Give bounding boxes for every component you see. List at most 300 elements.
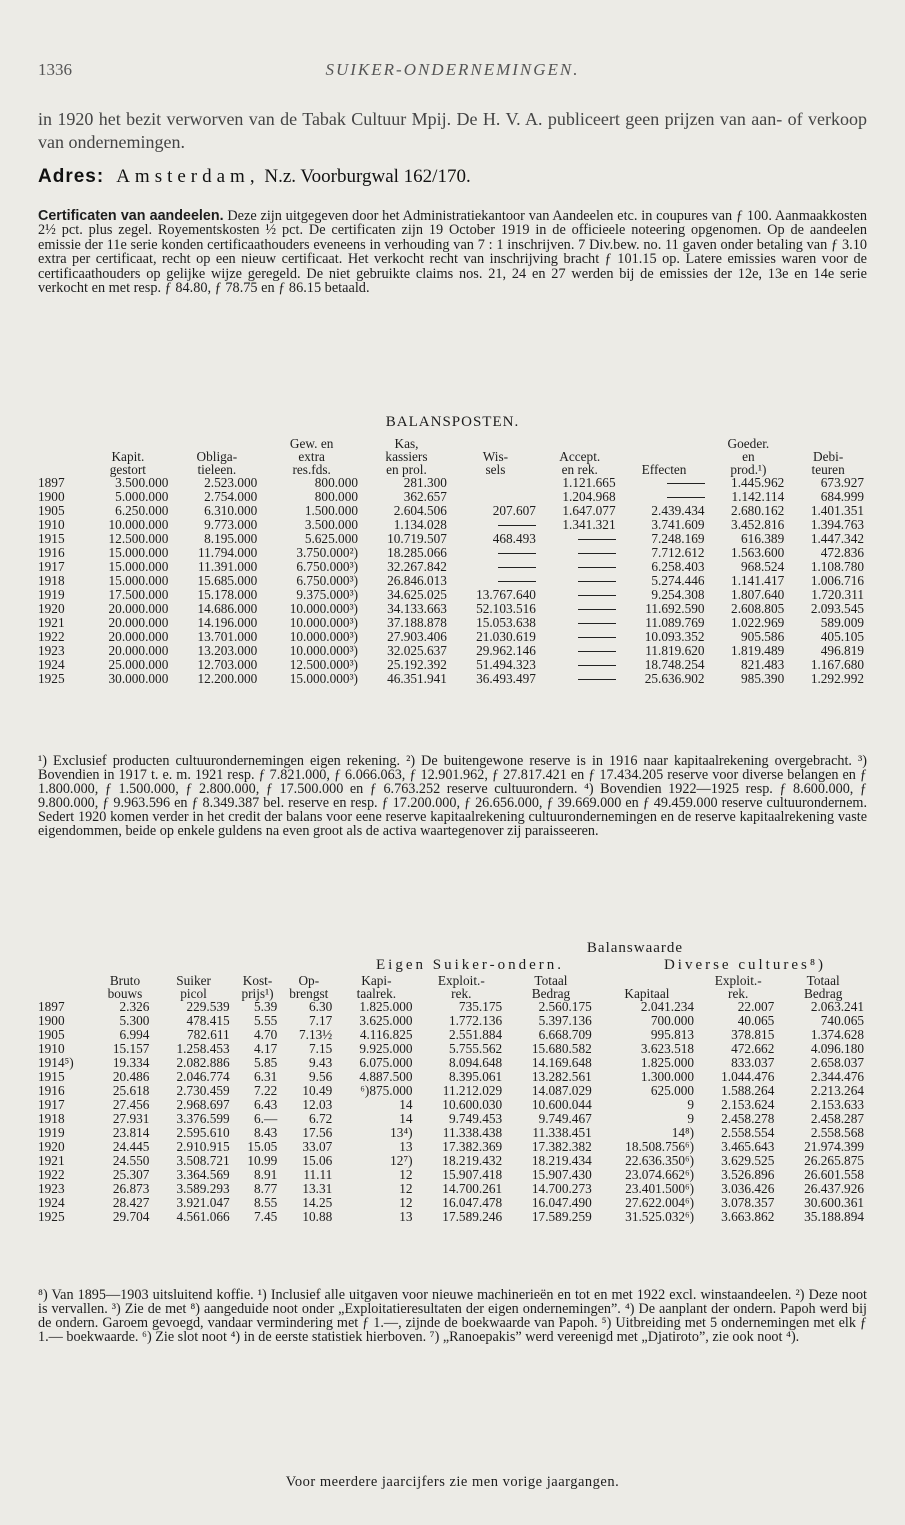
row-year: 1923 <box>38 1181 65 1196</box>
table-cell: 5.625.000 <box>304 531 358 546</box>
table-cell: 472.662 <box>731 1041 775 1056</box>
table-cell: 17.382.369 <box>442 1139 503 1154</box>
table-cell: 14⁸) <box>671 1125 695 1140</box>
table-cell: 8.395.061 <box>448 1069 503 1084</box>
table-cell: 37.188.878 <box>387 615 447 630</box>
table-cell: 15.000.000³) <box>289 671 358 686</box>
row-year: 1925 <box>38 1209 65 1224</box>
balance-column-header: kassiers <box>385 449 428 464</box>
row-year: 1925 <box>38 671 65 686</box>
table-row <box>38 644 868 658</box>
table-cell: 28.427 <box>112 1195 150 1210</box>
production-column-header: Kost- <box>242 973 273 988</box>
row-year: 1917 <box>38 1097 65 1112</box>
table-cell: 3.629.525 <box>721 1153 775 1168</box>
dash-rule <box>667 497 705 498</box>
table-cell: 478.415 <box>186 1013 230 1028</box>
table-row <box>38 504 868 518</box>
table-cell: 11.692.590 <box>645 601 705 616</box>
table-cell: 7.712.612 <box>651 545 705 560</box>
table-cell: 11.212.029 <box>442 1083 503 1098</box>
table-cell: 15.157 <box>112 1041 150 1056</box>
table-cell: 21.030.619 <box>476 629 536 644</box>
table-cell: 18.285.066 <box>387 545 447 560</box>
table-cell: 625.000 <box>650 1083 695 1098</box>
table-cell: 33.07 <box>302 1139 333 1154</box>
table-cell: 2.458.278 <box>721 1111 775 1126</box>
table-cell: 4.116.825 <box>359 1027 413 1042</box>
table-cell: 9.749.453 <box>448 1111 503 1126</box>
row-year: 1900 <box>38 1013 65 1028</box>
table-cell: 6.— <box>254 1111 278 1126</box>
table-cell: 14.700.261 <box>442 1181 503 1196</box>
balance-column-header: en <box>742 449 755 464</box>
table-row <box>38 1112 868 1126</box>
table-cell: 6.075.000 <box>359 1055 413 1070</box>
table-cell: 31.525.032⁶) <box>625 1209 695 1224</box>
table-cell: 24.550 <box>112 1153 150 1168</box>
row-year: 1918 <box>38 1111 65 1126</box>
table-cell: 1.401.351 <box>810 503 864 518</box>
row-year: 1924 <box>38 1195 65 1210</box>
balance-column-header: sels <box>485 462 506 477</box>
table-cell: 11.089.769 <box>645 615 705 630</box>
table-cell: 18.748.254 <box>644 657 705 672</box>
row-year: 1900 <box>38 489 65 504</box>
balance-column-header: Kapit. <box>111 449 145 464</box>
table-cell: 35.188.894 <box>804 1209 864 1224</box>
table-cell: 29.704 <box>112 1209 150 1224</box>
table-cell: 4.096.180 <box>810 1041 864 1056</box>
table-cell: 20.000.000 <box>108 615 169 630</box>
table-cell: 10.093.352 <box>644 629 705 644</box>
production-column-header: Bedrag <box>531 986 571 1001</box>
balance-header-spacer <box>38 450 83 463</box>
production-column-header: rek. <box>728 986 749 1001</box>
table-cell: 8.77 <box>254 1181 278 1196</box>
production-column-header: picol <box>180 986 207 1001</box>
table-cell: 5.39 <box>254 999 278 1014</box>
table-cell: 13.31 <box>302 1181 333 1196</box>
table-cell: 30.600.361 <box>804 1195 864 1210</box>
table-cell: 17.500.000 <box>108 587 169 602</box>
table-cell: 13 <box>399 1139 413 1154</box>
table-cell: 6.250.000 <box>115 503 169 518</box>
table-cell <box>540 560 620 574</box>
table-cell: 2.658.037 <box>810 1055 864 1070</box>
table-cell: 15.685.000 <box>197 573 258 588</box>
balance-column-header: en rek. <box>561 462 598 477</box>
row-year: 1919 <box>38 1125 65 1140</box>
table-cell: 14.087.029 <box>531 1083 592 1098</box>
table-cell: 17.589.259 <box>531 1209 592 1224</box>
table-cell: 2.344.476 <box>810 1069 864 1084</box>
row-year: 1919 <box>38 587 65 602</box>
row-year: 1921 <box>38 1153 65 1168</box>
row-year: 1897 <box>38 475 65 490</box>
production-title: Balanswaarde <box>586 940 684 956</box>
table-cell: 740.065 <box>820 1013 864 1028</box>
table-cell: 2.082.886 <box>176 1055 230 1070</box>
table-row <box>38 532 868 546</box>
table-row <box>38 1014 868 1028</box>
table-cell <box>451 476 540 490</box>
table-cell: 14.686.000 <box>197 601 258 616</box>
production-column-header: brengst <box>289 986 329 1001</box>
table-cell <box>540 588 620 602</box>
table-cell: 6.30 <box>308 999 333 1014</box>
address-label: Adres: <box>38 166 105 187</box>
table-cell <box>540 532 620 546</box>
table-cell: 800.000 <box>314 489 358 504</box>
balance-column-header: teuren <box>811 462 845 477</box>
table-cell: 2.730.459 <box>176 1083 230 1098</box>
table-cell: 3.364.569 <box>176 1167 230 1182</box>
table-cell: 7.248.169 <box>651 531 705 546</box>
table-cell: 1.044.476 <box>721 1069 775 1084</box>
table-cell: 5.274.446 <box>651 573 705 588</box>
row-year: 1924 <box>38 657 65 672</box>
balance-notes-text: ¹) Exclusief producten cultuurondernemingen eigen rekening. ²) De buitengewone reserve is in 1916 naar kapitaalrekening overgebracht. ³) Bovendien in 1917 t. e. m. 1921 resp. ƒ 7.821.000, ƒ 6.066.063, ƒ 12.901.962, ƒ 27.817.421 en ƒ 17.434.205 reserve voor diverse belangen en ƒ 1.800.000, ƒ 1.500.000, ƒ 2.800.000, ƒ 17.500.000 en ƒ 6.763.252 reserve cultuurondern. ⁴) Bovendien 1922—1925 resp. ƒ 8.600.000, ƒ 9.800.000, ƒ 9.963.596 en ƒ 8.349.387 bel. reserve en resp. ƒ 17.200.000, ƒ 26.656.000, ƒ 39.669.000 en ƒ 49.459.000 reserve cultuurondernem. Sedert 1920 komen verder in het credit der balans voor eene reserve kapitaalrekening cultuurondernemingen en de reserve kapitaalrekening vaste eigendommen, beide op enkele guldens na even groot als de activa waartegenover zij paraisseeren. <box>38 753 867 839</box>
table-cell: 26.873 <box>112 1181 150 1196</box>
balance-title: BALANSPOSTEN. <box>385 414 520 430</box>
table-cell <box>620 476 709 490</box>
table-cell: 3.036.426 <box>721 1181 775 1196</box>
table-cell: 8.195.000 <box>204 531 258 546</box>
table-cell: 20.000.000 <box>108 601 169 616</box>
dash-rule <box>578 679 616 680</box>
table-cell: 9.925.000 <box>359 1041 413 1056</box>
table-cell: 34.133.663 <box>387 601 447 616</box>
balance-column-header: Wis- <box>482 449 509 464</box>
table-cell: 18.219.432 <box>442 1153 503 1168</box>
table-cell: 15.000.000 <box>108 559 169 574</box>
table-cell: 12.500.000³) <box>289 657 358 672</box>
row-year: 1917 <box>38 559 65 574</box>
table-cell: 496.819 <box>820 643 864 658</box>
balance-column-header: Obliga- <box>196 449 238 464</box>
dash-rule <box>498 525 536 526</box>
table-cell: 13.701.000 <box>197 629 258 644</box>
table-row <box>38 1070 868 1084</box>
table-cell <box>540 644 620 658</box>
table-cell: 18.219.434 <box>531 1153 592 1168</box>
table-cell: 2.968.697 <box>176 1097 230 1112</box>
table-cell: 5.397.136 <box>538 1013 592 1028</box>
table-cell: 14.25 <box>302 1195 333 1210</box>
table-cell: 1.772.136 <box>448 1013 503 1028</box>
table-row <box>38 1210 868 1224</box>
row-year: 1920 <box>38 601 65 616</box>
table-cell: 2.754.000 <box>204 489 258 504</box>
production-column-header: bouws <box>107 986 143 1001</box>
table-cell: 34.625.025 <box>387 587 447 602</box>
production-group-other: Diverse cultures⁸) <box>663 957 827 973</box>
table-cell: 12.703.000 <box>197 657 258 672</box>
table-cell <box>540 672 620 686</box>
table-cell: 8.094.648 <box>448 1055 503 1070</box>
table-cell: 2.604.506 <box>393 503 447 518</box>
table-cell: 2.046.774 <box>176 1069 230 1084</box>
table-cell: 3.921.047 <box>176 1195 230 1210</box>
table-cell: 25.192.392 <box>387 657 447 672</box>
table-cell: 14.196.000 <box>197 615 258 630</box>
table-cell: 735.175 <box>458 999 503 1014</box>
production-column-header: Suiker <box>176 973 211 988</box>
table-cell: 6.31 <box>254 1069 278 1084</box>
table-row <box>38 1042 868 1056</box>
table-cell: 6.750.000³) <box>296 559 358 574</box>
table-cell <box>540 658 620 672</box>
table-cell: 8.55 <box>254 1195 278 1210</box>
row-year: 1897 <box>38 999 65 1014</box>
table-cell: 13.282.561 <box>531 1069 592 1084</box>
table-cell: 4.561.066 <box>176 1209 230 1224</box>
table-cell: 2.041.234 <box>640 999 695 1014</box>
table-cell: 18.508.756⁶) <box>625 1139 695 1154</box>
table-cell: 10.000.000³) <box>289 615 358 630</box>
dash-rule <box>578 651 616 652</box>
table-cell: 11.338.451 <box>532 1125 592 1140</box>
production-notes-text: ⁸) Van 1895—1903 uitsluitend koffie. ¹) Inclusief alle uitgaven voor nieuwe machinerieën en tot en met 1922 excl. winstaandeelen. ²) Deze noot is vervallen. ³) Zie de met ⁸) aangeduide noot onder „Exploitatieresultaten der eigen ondernemingen”. ⁴) De aanplant der ondern. Papoh werd bij de ondern. Garoem gevoegd, vandaar vermindering met ƒ 1.—, zijnde de boekwaarde van Papoh. ⁵) Uitbreiding met 5 ondernemingen met elk ƒ 1.— boekwaarde. ⁶) Zie slot noot ⁴) in de eerste statistiek hierboven. ⁷) „Ranoepakis” werd vereenigd met „Djatiroto”, zie ook noot ⁴). <box>38 1287 867 1345</box>
table-cell: 13.203.000 <box>197 643 258 658</box>
table-row <box>38 560 868 574</box>
table-cell: 22.007 <box>737 999 775 1014</box>
table-cell: 1.341.321 <box>562 517 616 532</box>
table-row <box>38 1126 868 1140</box>
balance-column-header: Effecten <box>641 462 687 477</box>
balance-column-header: Gew. en <box>289 436 334 451</box>
dash-rule <box>578 637 616 638</box>
table-cell: 5.300 <box>119 1013 150 1028</box>
table-cell: 4.17 <box>254 1041 278 1056</box>
table-row <box>38 630 868 644</box>
table-cell: 7.17 <box>308 1013 333 1028</box>
table-cell: 1.394.763 <box>810 517 864 532</box>
table-cell: 14 <box>399 1097 413 1112</box>
balance-column-header: Debi- <box>812 449 844 464</box>
table-cell: 2.680.162 <box>731 503 785 518</box>
table-cell: 2.560.175 <box>538 999 592 1014</box>
dash-rule <box>667 483 705 484</box>
table-cell: 3.452.816 <box>731 517 785 532</box>
table-cell: 1.819.489 <box>731 643 785 658</box>
table-row <box>38 546 868 560</box>
dash-rule <box>578 623 616 624</box>
table-cell: 12.03 <box>302 1097 333 1112</box>
table-cell: 27.456 <box>112 1097 150 1112</box>
table-cell: 15.907.430 <box>531 1167 592 1182</box>
table-cell: 3.750.000²) <box>296 545 358 560</box>
table-cell: 1.445.962 <box>731 475 785 490</box>
table-cell: 9.56 <box>308 1069 333 1084</box>
dash-rule <box>578 553 616 554</box>
table-cell: 7.13½ <box>299 1027 333 1042</box>
table-cell: 20.000.000 <box>108 629 169 644</box>
dash-rule <box>498 567 536 568</box>
table-cell: 800.000 <box>314 475 358 490</box>
balance-column-header: tieleen. <box>197 462 237 477</box>
table-cell: 6.310.000 <box>204 503 258 518</box>
table-cell: 27.903.406 <box>387 629 447 644</box>
table-cell: 3.623.518 <box>640 1041 695 1056</box>
production-column-header: Bedrag <box>803 986 843 1001</box>
running-head <box>38 60 867 82</box>
table-cell: 15.178.000 <box>197 587 258 602</box>
table-cell: 17.56 <box>302 1125 333 1140</box>
table-cell: 3.500.000 <box>304 517 358 532</box>
table-cell: 995.813 <box>650 1027 695 1042</box>
address-line <box>38 166 867 188</box>
table-cell: 673.927 <box>820 475 864 490</box>
production-group-own: Eigen Suiker-ondern. <box>376 957 564 973</box>
table-row <box>38 602 868 616</box>
table-cell: 10.000.000³) <box>289 643 358 658</box>
table-cell: 833.037 <box>731 1055 775 1070</box>
table-cell: 229.539 <box>186 999 230 1014</box>
page-number: 1336 <box>38 60 72 79</box>
table-cell: 10.000.000³) <box>289 601 358 616</box>
table-row <box>38 490 868 504</box>
table-cell: 13 <box>399 1209 413 1224</box>
table-cell: 2.153.633 <box>810 1097 864 1112</box>
row-year: 1915 <box>38 1069 65 1084</box>
table-cell: 684.999 <box>820 489 864 504</box>
balance-column-header: Kas, <box>394 436 419 451</box>
row-year: 1905 <box>38 503 65 518</box>
table-cell: 1.720.311 <box>811 587 864 602</box>
table-cell: 32.267.842 <box>387 559 447 574</box>
table-cell <box>540 630 620 644</box>
address-street: N.z. Voorburgwal 162/170. <box>264 166 471 187</box>
table-cell: 5.55 <box>254 1013 278 1028</box>
table-cell: 15.907.418 <box>442 1167 503 1182</box>
table-cell: 700.000 <box>650 1013 695 1028</box>
table-cell: 3.376.599 <box>176 1111 230 1126</box>
table-cell: 3.741.609 <box>651 517 705 532</box>
table-cell <box>451 546 540 560</box>
production-column-header: Bruto <box>109 973 141 988</box>
table-cell: 9.375.000³) <box>296 587 358 602</box>
table-cell: 26.265.875 <box>804 1153 864 1168</box>
table-row <box>38 658 868 672</box>
table-cell: 13⁴) <box>390 1125 413 1140</box>
dash-rule <box>578 665 616 666</box>
table-cell: 23.814 <box>112 1125 150 1140</box>
table-row <box>38 1098 868 1112</box>
table-cell: 1.374.628 <box>810 1027 864 1042</box>
table-cell: 29.962.146 <box>476 643 536 658</box>
table-cell: 1.300.000 <box>640 1069 695 1084</box>
table-cell: 2.063.241 <box>810 999 864 1014</box>
address-city: Amsterdam, <box>116 166 260 187</box>
balance-column-header: Goeder. <box>727 436 770 451</box>
production-column-header: Kapitaal <box>624 986 670 1001</box>
table-cell: 10.600.030 <box>442 1097 503 1112</box>
row-year: 1910 <box>38 517 65 532</box>
table-cell: 3.078.357 <box>721 1195 775 1210</box>
certificates-lead: Certificaten van aandeelen. <box>38 208 224 224</box>
table-row <box>38 1000 868 1014</box>
row-year: 1918 <box>38 573 65 588</box>
balance-notes <box>38 755 867 838</box>
table-row <box>38 476 868 490</box>
row-year: 1910 <box>38 1041 65 1056</box>
table-cell: 378.815 <box>731 1027 775 1042</box>
row-year: 1921 <box>38 615 65 630</box>
balance-column-header: res.fds. <box>292 462 331 477</box>
table-cell: 1.006.716 <box>810 573 864 588</box>
table-cell: 5.000.000 <box>115 489 169 504</box>
table-cell: 6.668.709 <box>538 1027 592 1042</box>
table-cell: 25.636.902 <box>644 671 705 686</box>
table-cell: 9.749.467 <box>538 1111 592 1126</box>
table-cell: 2.153.624 <box>721 1097 775 1112</box>
table-cell: 6.72 <box>308 1111 333 1126</box>
table-cell: 27.622.004⁶) <box>625 1195 695 1210</box>
table-cell: 22.636.350⁶) <box>625 1153 695 1168</box>
table-cell: 17.382.382 <box>531 1139 592 1154</box>
dash-rule <box>578 609 616 610</box>
table-cell: 9.773.000 <box>204 517 258 532</box>
table-cell: 2.458.287 <box>810 1111 864 1126</box>
table-row <box>38 1084 868 1098</box>
table-cell: 25.618 <box>112 1083 150 1098</box>
table-cell: 3.589.293 <box>176 1181 230 1196</box>
table-cell: 26.601.558 <box>804 1167 864 1182</box>
table-row <box>38 1154 868 1168</box>
table-cell: 11.794.000 <box>197 545 258 560</box>
table-cell: 10.000.000³) <box>289 629 358 644</box>
row-year: 1914⁵) <box>38 1055 74 1070</box>
table-cell: 1.204.968 <box>562 489 616 504</box>
table-cell: 11.11 <box>303 1167 333 1182</box>
row-year: 1922 <box>38 1167 65 1182</box>
row-year: 1916 <box>38 1083 65 1098</box>
table-cell: 1.563.600 <box>731 545 785 560</box>
table-cell: 468.493 <box>492 531 536 546</box>
production-column-header: Totaal <box>534 973 568 988</box>
table-row <box>38 1056 868 1070</box>
table-cell: 821.483 <box>741 657 785 672</box>
table-cell: 15.000.000 <box>108 545 169 560</box>
balance-table <box>38 437 868 686</box>
table-cell <box>451 518 540 532</box>
table-cell <box>451 490 540 504</box>
table-cell: 9.43 <box>308 1055 333 1070</box>
table-cell: 14.700.273 <box>531 1181 592 1196</box>
production-header-spacer <box>38 974 96 987</box>
table-cell: 52.103.516 <box>476 601 536 616</box>
table-cell <box>451 560 540 574</box>
table-row <box>38 588 868 602</box>
table-cell: 2.326 <box>119 999 150 1014</box>
row-year: 1922 <box>38 629 65 644</box>
table-cell: 2.523.000 <box>204 475 258 490</box>
table-cell: 14.169.648 <box>531 1055 592 1070</box>
table-cell: 26.437.926 <box>804 1181 864 1196</box>
production-column-header: Exploit.- <box>714 973 762 988</box>
table-cell: 616.389 <box>741 531 785 546</box>
production-column-header: Op- <box>298 973 320 988</box>
table-cell: 15.06 <box>302 1153 333 1168</box>
row-year: 1916 <box>38 545 65 560</box>
table-cell: 2.608.805 <box>731 601 785 616</box>
table-cell: 15.053.638 <box>476 615 536 630</box>
table-cell: 1.647.077 <box>562 503 616 518</box>
table-cell <box>540 616 620 630</box>
table-cell: 9 <box>687 1097 695 1112</box>
